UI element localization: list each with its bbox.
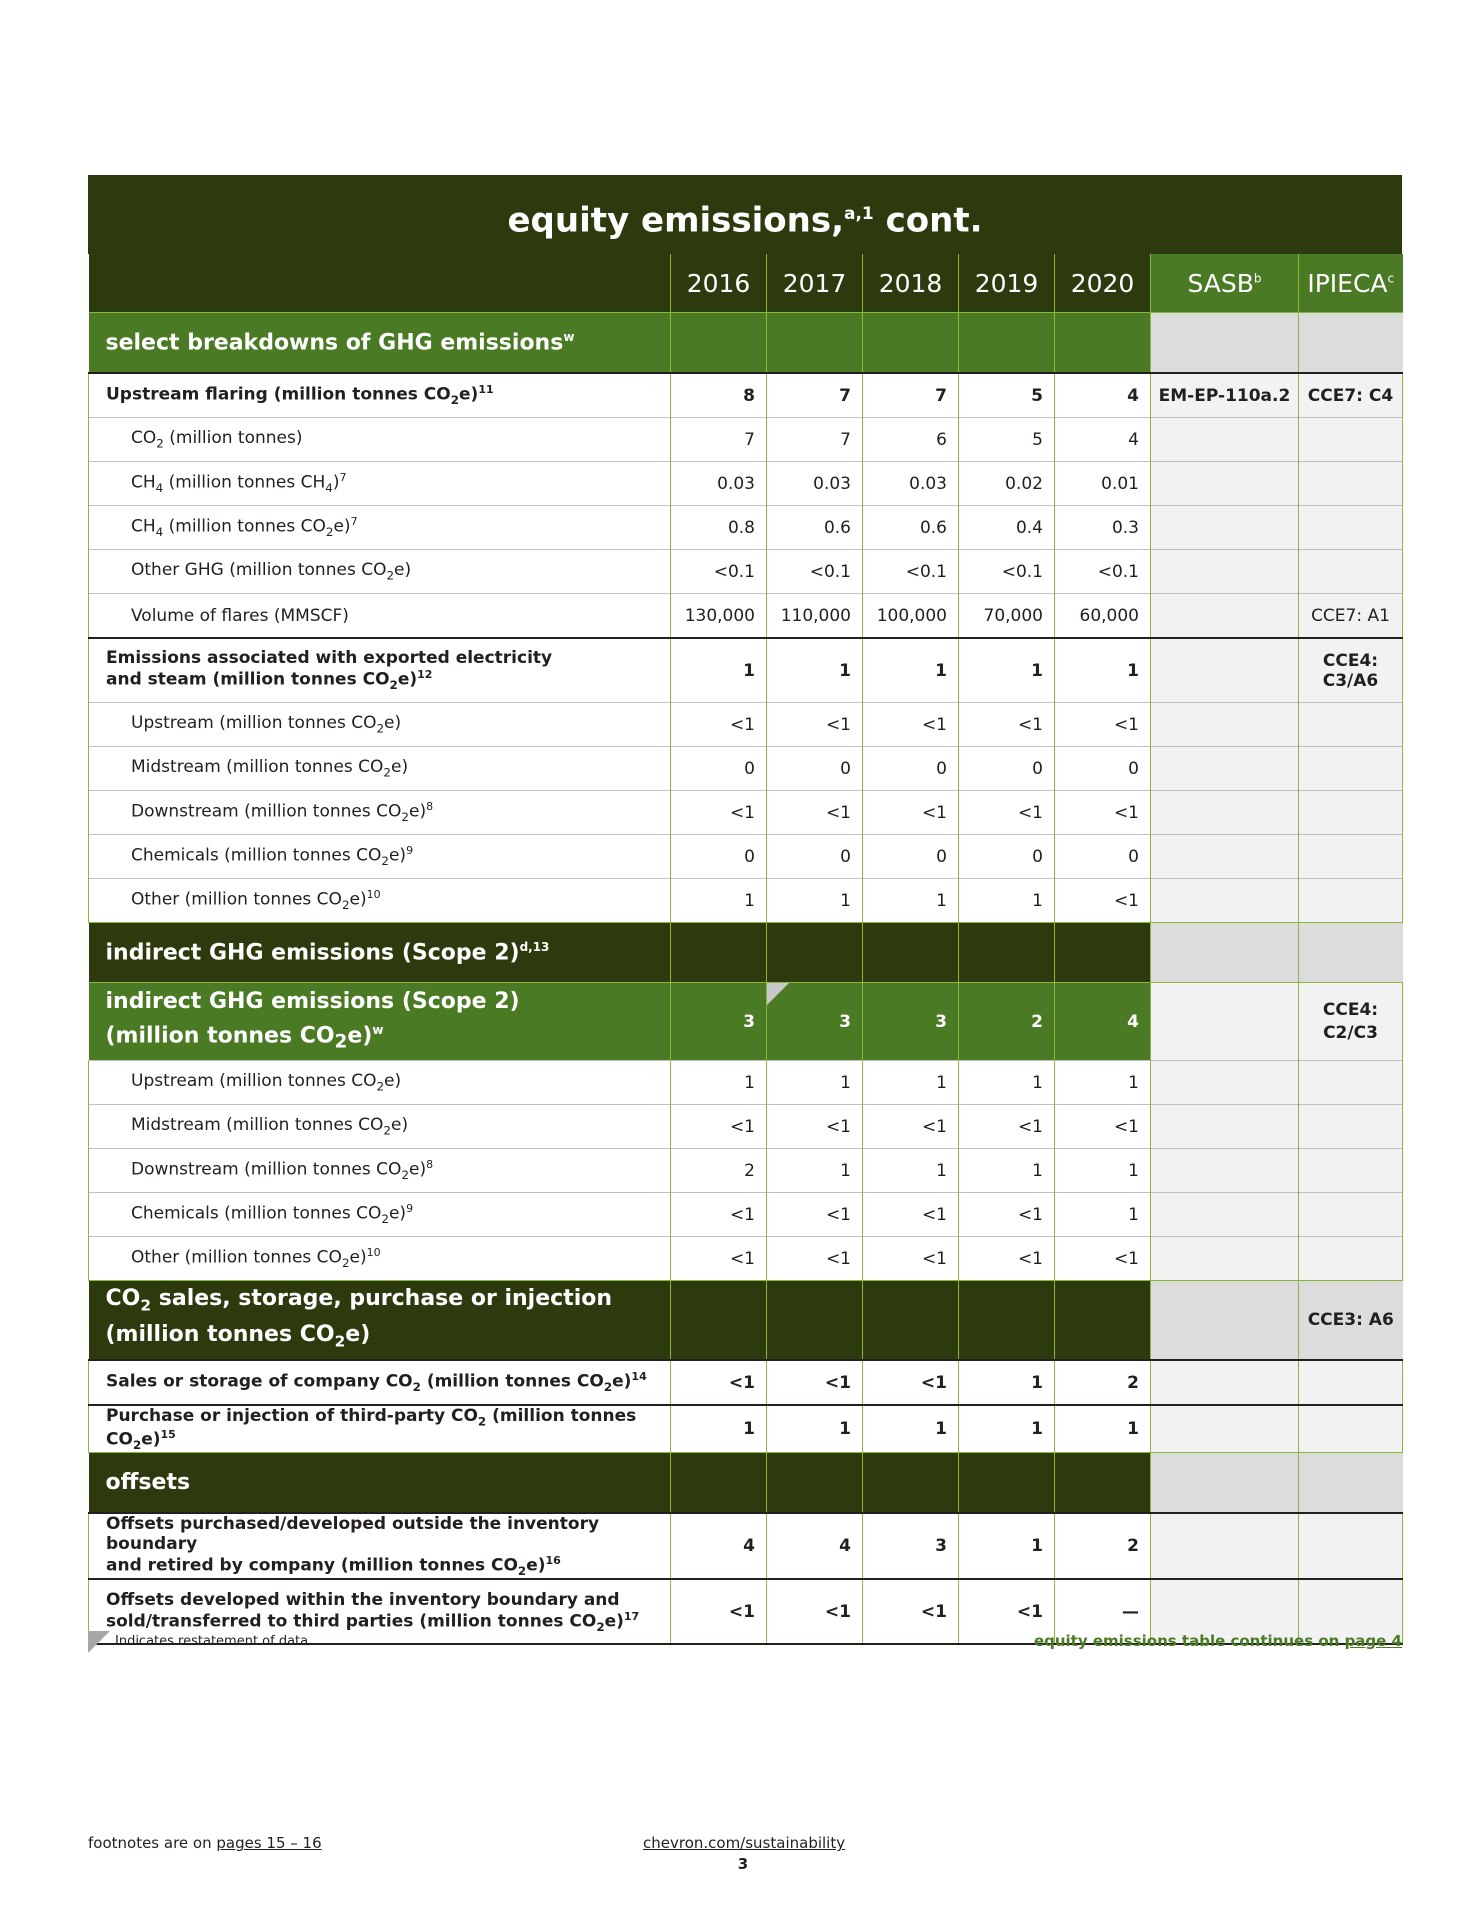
row-label: $CH_4$ (million tonnes $CH_4)^7$ — [89, 462, 671, 506]
cell-2020: — — [1055, 1579, 1151, 1644]
table-row — [89, 1149, 1403, 1193]
cell-ipieca: CCE7: C4 — [1299, 373, 1403, 418]
table-row — [89, 1105, 1403, 1149]
cell-2016: 0.03 — [671, 462, 767, 506]
cell-2018: 1 — [863, 1061, 959, 1105]
row-label: Upstream (million tonnes $CO_2e$) — [89, 703, 671, 747]
cell-2020: 1 — [1055, 1193, 1151, 1237]
cell-2017: <1 — [767, 1579, 863, 1644]
cell-2019: <1 — [959, 1579, 1055, 1644]
cell-2020: <0.1 — [1055, 550, 1151, 594]
section-co2-sales — [89, 1281, 1403, 1361]
cell-2017: 0.03 — [767, 462, 863, 506]
row-label: Volume of flares (MMSCF) — [89, 594, 671, 639]
table-row — [89, 791, 1403, 835]
section-label: select breakdowns of GHG emissions$^w$ — [89, 313, 671, 374]
cell-2017: <0.1 — [767, 550, 863, 594]
equity-emissions-table-wrapper — [88, 175, 1402, 1645]
cell-2017: <1 — [767, 1360, 863, 1405]
cell-2018: <1 — [863, 1360, 959, 1405]
table-row — [89, 506, 1403, 550]
cell-2016: 0.8 — [671, 506, 767, 550]
section-select-breakdowns — [89, 313, 1403, 374]
section-label: indirect GHG emissions (Scope 2)$^{d,13}$ — [89, 923, 671, 983]
cell-2019: 1 — [959, 1061, 1055, 1105]
cell-2018: 1 — [863, 638, 959, 703]
cell-2017: 1 — [767, 1149, 863, 1193]
row-label: $CH_4$ (million tonnes $CO_2e)^7$ — [89, 506, 671, 550]
cell-2016: <1 — [671, 1360, 767, 1405]
cell-2017: <1 — [767, 1193, 863, 1237]
cell-2016: 0 — [671, 835, 767, 879]
restatement-marker — [767, 983, 789, 1005]
cell-2017: 1 — [767, 879, 863, 923]
cell-2017: 1 — [767, 638, 863, 703]
cell-2019: 0 — [959, 835, 1055, 879]
table-continues-note: equity emissions table continues on page 4 — [1033, 1632, 1402, 1650]
cell-2016: <1 — [671, 1237, 767, 1281]
header-ipieca: IPIECA$^c$ — [1299, 254, 1403, 313]
row-label: $CO_2$ (million tonnes) — [89, 418, 671, 462]
table-row — [89, 638, 1403, 703]
cell-2019: 5 — [959, 418, 1055, 462]
cell-2016: 1 — [671, 1405, 767, 1453]
table-row — [89, 879, 1403, 923]
cell-2018: <1 — [863, 1237, 959, 1281]
cell-2016: 0 — [671, 747, 767, 791]
cell-2019: 70,000 — [959, 594, 1055, 639]
cell-2020: <1 — [1055, 1105, 1151, 1149]
row-label: Other (million tonnes $CO_2e)^{10}$ — [89, 879, 671, 923]
cell-2019: 1 — [959, 1360, 1055, 1405]
cell-2019: 2 — [959, 983, 1055, 1061]
row-label: Chemicals (million tonnes $CO_2e)^9$ — [89, 1193, 671, 1237]
cell-2019: <1 — [959, 1193, 1055, 1237]
cell-2016: 130,000 — [671, 594, 767, 639]
legend-text: Indicates restatement of data. — [115, 1634, 313, 1649]
cell-2016: <0.1 — [671, 550, 767, 594]
cell-2019: 1 — [959, 1513, 1055, 1579]
cell-2020: <1 — [1055, 703, 1151, 747]
row-label: indirect GHG emissions (Scope 2) (million tonnes $CO_2e)^w$ — [89, 983, 671, 1061]
header-year: 2020 — [1055, 254, 1151, 313]
cell-2016: <1 — [671, 1579, 767, 1644]
table-row — [89, 1193, 1403, 1237]
cell-2016: 4 — [671, 1513, 767, 1579]
emissions-table — [88, 254, 1403, 1645]
cell-2018: <1 — [863, 703, 959, 747]
table-row — [89, 747, 1403, 791]
cell-2019: <1 — [959, 703, 1055, 747]
cell-2016: <1 — [671, 1105, 767, 1149]
table-title: equity emissions,$^{a,1}$ cont. — [88, 175, 1402, 254]
page-4-link[interactable]: page 4 — [1344, 1632, 1402, 1650]
cell-2016: 1 — [671, 1061, 767, 1105]
cell-2016: 3 — [671, 983, 767, 1061]
page-number: 3 — [737, 1855, 749, 1873]
row-label: Sales or storage of company $CO_2$ (million tonnes $CO_2e)^{14}$ — [89, 1360, 671, 1405]
cell-2019: 0.02 — [959, 462, 1055, 506]
cell-2018: 3 — [863, 983, 959, 1061]
cell-2017: 110,000 — [767, 594, 863, 639]
cell-2018: 7 — [863, 373, 959, 418]
cell-2017: 7 — [767, 373, 863, 418]
cell-2019: <1 — [959, 791, 1055, 835]
cell-2020: 2 — [1055, 1360, 1151, 1405]
table-row — [89, 594, 1403, 639]
cell-2018: 0.6 — [863, 506, 959, 550]
cell-2017: 7 — [767, 418, 863, 462]
header-label-cell — [89, 254, 671, 313]
cell-sasb: EM-EP-110a.2 — [1151, 373, 1299, 418]
cell-2020: <1 — [1055, 879, 1151, 923]
table-row — [89, 1061, 1403, 1105]
row-label: Upstream flaring (million tonnes $CO_2e)^{11}$ — [89, 373, 671, 418]
cell-2019: 1 — [959, 1405, 1055, 1453]
section-label: $CO_2$ sales, storage, purchase or injection (million tonnes $CO_2e$) — [89, 1281, 671, 1361]
cell-2020: 60,000 — [1055, 594, 1151, 639]
cell-2016: <1 — [671, 1193, 767, 1237]
table-row — [89, 1513, 1403, 1579]
header-year: 2016 — [671, 254, 767, 313]
table-row — [89, 1237, 1403, 1281]
cell-2017: <1 — [767, 1105, 863, 1149]
cell-2020: 0 — [1055, 747, 1151, 791]
row-label: Emissions associated with exported electricity and steam (million tonnes $CO_2e)^{12}$ — [89, 638, 671, 703]
cell-2017: <1 — [767, 703, 863, 747]
header-year: 2017 — [767, 254, 863, 313]
row-label: Downstream (million tonnes $CO_2e)^8$ — [89, 791, 671, 835]
footnotes-note: footnotes are on pages 15 – 16 — [88, 1834, 322, 1852]
table-row — [89, 462, 1403, 506]
cell-2018: 1 — [863, 1405, 959, 1453]
cell-2019: 5 — [959, 373, 1055, 418]
header-year: 2018 — [863, 254, 959, 313]
cell-2020: <1 — [1055, 1237, 1151, 1281]
cell-2017: <1 — [767, 791, 863, 835]
row-label: Offsets purchased/developed outside the inventory boundary and retired by company (million tonnes $CO_2e)^{16}$ — [89, 1513, 671, 1579]
table-row — [89, 835, 1403, 879]
cell-2017: 3 — [767, 983, 863, 1061]
cell-2016: <1 — [671, 703, 767, 747]
cell-2018: 0.03 — [863, 462, 959, 506]
cell-2018: 1 — [863, 1149, 959, 1193]
cell-2020: 1 — [1055, 1405, 1151, 1453]
cell-2018: 6 — [863, 418, 959, 462]
cell-2018: <1 — [863, 1105, 959, 1149]
cell-2020: 1 — [1055, 1149, 1151, 1193]
cell-2016: 2 — [671, 1149, 767, 1193]
cell-2019: 0 — [959, 747, 1055, 791]
table-row — [89, 703, 1403, 747]
cell-2020: 0.01 — [1055, 462, 1151, 506]
cell-2019: <1 — [959, 1105, 1055, 1149]
row-label: Midstream (million tonnes $CO_2e$) — [89, 1105, 671, 1149]
cell-2018: 1 — [863, 879, 959, 923]
cell-2018: <1 — [863, 1193, 959, 1237]
restatement-legend-icon — [88, 1631, 110, 1653]
cell-ipieca: CCE7: A1 — [1299, 594, 1403, 639]
cell-2019: <0.1 — [959, 550, 1055, 594]
cell-2020: 1 — [1055, 1061, 1151, 1105]
cell-2016: 1 — [671, 879, 767, 923]
cell-2020: <1 — [1055, 791, 1151, 835]
row-label: Offsets developed within the inventory boundary and sold/transferred to third parties (million tonnes $CO_2e)^{17}$ — [89, 1579, 671, 1644]
cell-2020: 4 — [1055, 418, 1151, 462]
cell-2020: 4 — [1055, 373, 1151, 418]
cell-ipieca: CCE3: A6 — [1299, 1281, 1403, 1361]
row-label: Downstream (million tonnes $CO_2e)^8$ — [89, 1149, 671, 1193]
cell-2019: 1 — [959, 1149, 1055, 1193]
cell-ipieca: CCE4: C3/A6 — [1299, 638, 1403, 703]
cell-2017: 4 — [767, 1513, 863, 1579]
section-label: offsets — [89, 1453, 671, 1514]
row-label: Purchase or injection of third-party $CO_2$ (million tonnes $CO_2e)^{15}$ — [89, 1405, 671, 1453]
section-indirect-scope2 — [89, 923, 1403, 983]
cell-2017: 0 — [767, 747, 863, 791]
cell-2016: 7 — [671, 418, 767, 462]
cell-2017: <1 — [767, 1237, 863, 1281]
row-label: Upstream (million tonnes $CO_2e$) — [89, 1061, 671, 1105]
header-row — [89, 254, 1403, 313]
cell-2019: 1 — [959, 879, 1055, 923]
legend — [88, 1631, 1402, 1653]
cell-2018: <1 — [863, 791, 959, 835]
cell-2016: 1 — [671, 638, 767, 703]
scope2-total-row — [89, 983, 1403, 1061]
cell-2019: <1 — [959, 1237, 1055, 1281]
table-row — [89, 550, 1403, 594]
cell-ipieca: CCE4: C2/C3 — [1299, 983, 1403, 1061]
cell-2018: 100,000 — [863, 594, 959, 639]
section-offsets — [89, 1453, 1403, 1514]
cell-2018: 3 — [863, 1513, 959, 1579]
table-row — [89, 418, 1403, 462]
table-row — [89, 1360, 1403, 1405]
cell-2018: 0 — [863, 835, 959, 879]
cell-2020: 0.3 — [1055, 506, 1151, 550]
footer-url — [643, 1834, 845, 1852]
cell-2020: 0 — [1055, 835, 1151, 879]
cell-2019: 0.4 — [959, 506, 1055, 550]
cell-2017: 1 — [767, 1405, 863, 1453]
table-row — [89, 1405, 1403, 1453]
cell-2020: 2 — [1055, 1513, 1151, 1579]
sustainability-url-link[interactable]: chevron.com/sustainability — [643, 1834, 846, 1852]
cell-2018: <1 — [863, 1579, 959, 1644]
header-year: 2019 — [959, 254, 1055, 313]
cell-2016: <1 — [671, 791, 767, 835]
header-sasb: SASB$^b$ — [1151, 254, 1299, 313]
table-row — [89, 373, 1403, 418]
cell-2019: 1 — [959, 638, 1055, 703]
cell-2016: 8 — [671, 373, 767, 418]
cell-2017: 0.6 — [767, 506, 863, 550]
row-label: Other GHG (million tonnes $CO_2e$) — [89, 550, 671, 594]
cell-2017: 0 — [767, 835, 863, 879]
footnotes-pages-link[interactable]: pages 15 – 16 — [216, 1834, 322, 1852]
row-label: Midstream (million tonnes $CO_2e$) — [89, 747, 671, 791]
cell-2020: 4 — [1055, 983, 1151, 1061]
cell-2018: 0 — [863, 747, 959, 791]
cell-2017: 1 — [767, 1061, 863, 1105]
cell-2018: <0.1 — [863, 550, 959, 594]
row-label: Chemicals (million tonnes $CO_2e)^9$ — [89, 835, 671, 879]
row-label: Other (million tonnes $CO_2e)^{10}$ — [89, 1237, 671, 1281]
cell-2020: 1 — [1055, 638, 1151, 703]
